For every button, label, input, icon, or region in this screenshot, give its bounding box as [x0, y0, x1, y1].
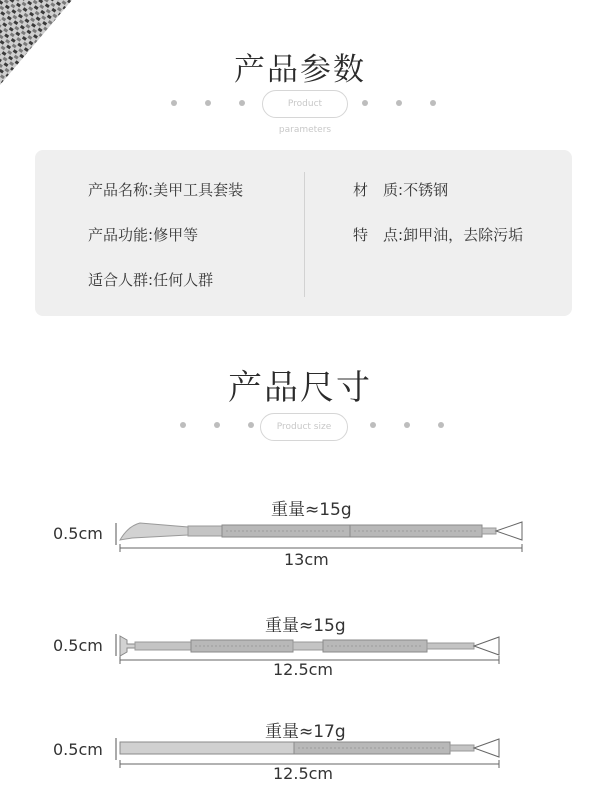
param-label: 特 点 — [353, 226, 399, 244]
params-divider — [304, 172, 305, 297]
param-product-name: 产品名称:美甲工具套装 — [88, 181, 244, 199]
param-label: 适合人群 — [88, 271, 149, 289]
dot — [205, 100, 211, 106]
dot — [180, 422, 186, 428]
params-subtitle-row — [0, 88, 600, 135]
tool-length-label: 12.5cm — [273, 764, 334, 783]
tool-weight: 重量≈15g — [271, 500, 352, 520]
dot — [438, 422, 444, 428]
size-subtitle-pill: Product size — [260, 413, 348, 441]
params-panel — [35, 150, 572, 316]
param-value: 任何人群 — [153, 271, 214, 289]
tool-width-label: 0.5cm — [53, 636, 103, 655]
param-label: 产品名称 — [88, 181, 149, 199]
dot — [404, 422, 410, 428]
tool-width-label: 0.5cm — [53, 740, 103, 759]
tool-weight: 重量≈15g — [265, 616, 346, 636]
params-title: 产品参数 — [234, 52, 366, 88]
param-label: 材 质 — [353, 181, 399, 199]
size-title: 产品尺寸 — [228, 368, 372, 408]
size-subtitle-row — [0, 410, 600, 440]
param-value: 卸甲油，去除污垢 — [403, 226, 524, 244]
param-product-function: 产品功能:修甲等 — [88, 226, 199, 244]
dot — [396, 100, 402, 106]
param-material: 材 质:不锈钢 — [353, 181, 449, 199]
dot — [248, 422, 254, 428]
param-value: 不锈钢 — [403, 181, 449, 199]
tool-3-illustration — [0, 712, 600, 797]
tool-width-label: 0.5cm — [53, 524, 103, 543]
dot — [239, 100, 245, 106]
dot — [171, 100, 177, 106]
param-label: 产品功能 — [88, 226, 149, 244]
param-value: 美甲工具套装 — [153, 181, 244, 199]
tool-weight: 重量≈17g — [265, 722, 346, 742]
dot — [370, 422, 376, 428]
tool-2 — [0, 606, 600, 691]
tool-3 — [0, 712, 600, 797]
params-subtitle-pill: Product parameters — [262, 90, 348, 118]
dot — [214, 422, 220, 428]
tool-length-label: 12.5cm — [273, 660, 334, 679]
tool-length-label: 13cm — [284, 550, 329, 569]
dot — [430, 100, 436, 106]
dot — [362, 100, 368, 106]
param-feature: 特 点:卸甲油，去除污垢 — [353, 226, 524, 244]
param-target-users: 适合人群:任何人群 — [88, 271, 214, 289]
param-value: 修甲等 — [153, 226, 199, 244]
tool-1 — [0, 490, 600, 575]
